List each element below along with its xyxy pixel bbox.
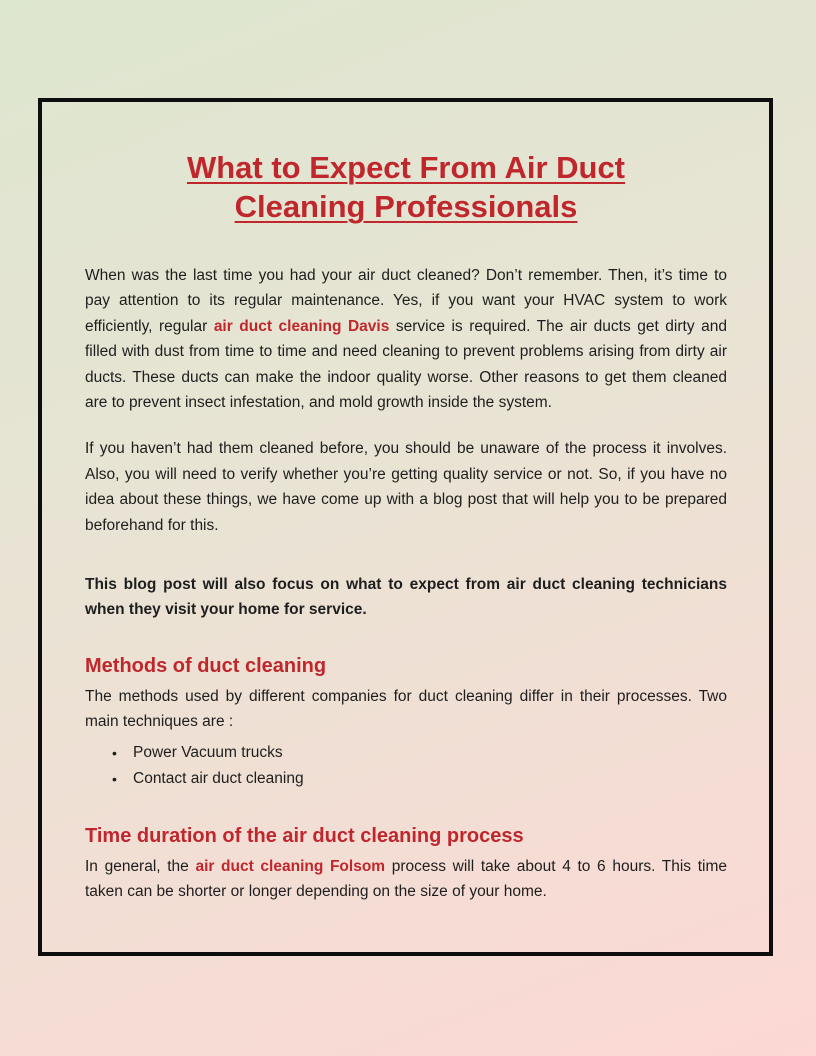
page-title: What to Expect From Air Duct Cleaning Professionals — [186, 150, 626, 224]
section-time-duration — [85, 824, 727, 905]
section-heading-methods: Methods of duct cleaning — [85, 654, 327, 677]
text-segment: service is required. The air ducts get dirty and filled with dust from time to time and need cleaning to prevent problems arising from dirty air ducts. These ducts can make the indoor quality worse. Other reasons to get them cleaned are to prevent insect infestation, and mold growth inside the system. — [85, 317, 727, 412]
document-content — [42, 102, 769, 905]
link-air-duct-cleaning-folsom[interactable]: air duct cleaning Folsom — [195, 857, 386, 875]
methods-body-paragraph: The methods used by different companies for duct cleaning differ in their processes. Two main techniques are : — [85, 687, 727, 731]
text-segment: In general, the — [85, 857, 196, 875]
section-heading-time-duration: Time duration of the air duct cleaning process — [85, 824, 524, 847]
list-item: • Contact air duct cleaning — [85, 766, 727, 792]
link-air-duct-cleaning-davis[interactable]: air duct cleaning Davis — [213, 317, 390, 335]
intro-paragraph — [85, 263, 727, 415]
text-segment: When was the last time you had your air duct cleaned? Don’t remember. Then, it’s time to pay attention to its regular maintenance. Yes, if you want your HVAC system to work efficiently, regular — [85, 267, 727, 335]
time-duration-paragraph — [85, 854, 727, 905]
list-item: • Power Vacuum trucks — [85, 740, 727, 766]
document-frame — [38, 98, 773, 956]
text-segment: process will take about 4 to 6 hours. This time taken can be shorter or longer depending on the size of your home. — [85, 857, 727, 901]
section-methods — [85, 654, 727, 792]
methods-bullet-list — [85, 740, 727, 792]
second-paragraph: If you haven’t had them cleaned before, you should be unaware of the process it involves. Also, you will need to verify whether you’re getting quality service or not. So, if you have no idea about these things, we have come up with a blog post that will help you to be prepared beforehand for this. — [85, 440, 727, 534]
bold-note-paragraph: This blog post will also focus on what to expect from air duct cleaning technicians when they visit your home for service. — [85, 576, 727, 619]
